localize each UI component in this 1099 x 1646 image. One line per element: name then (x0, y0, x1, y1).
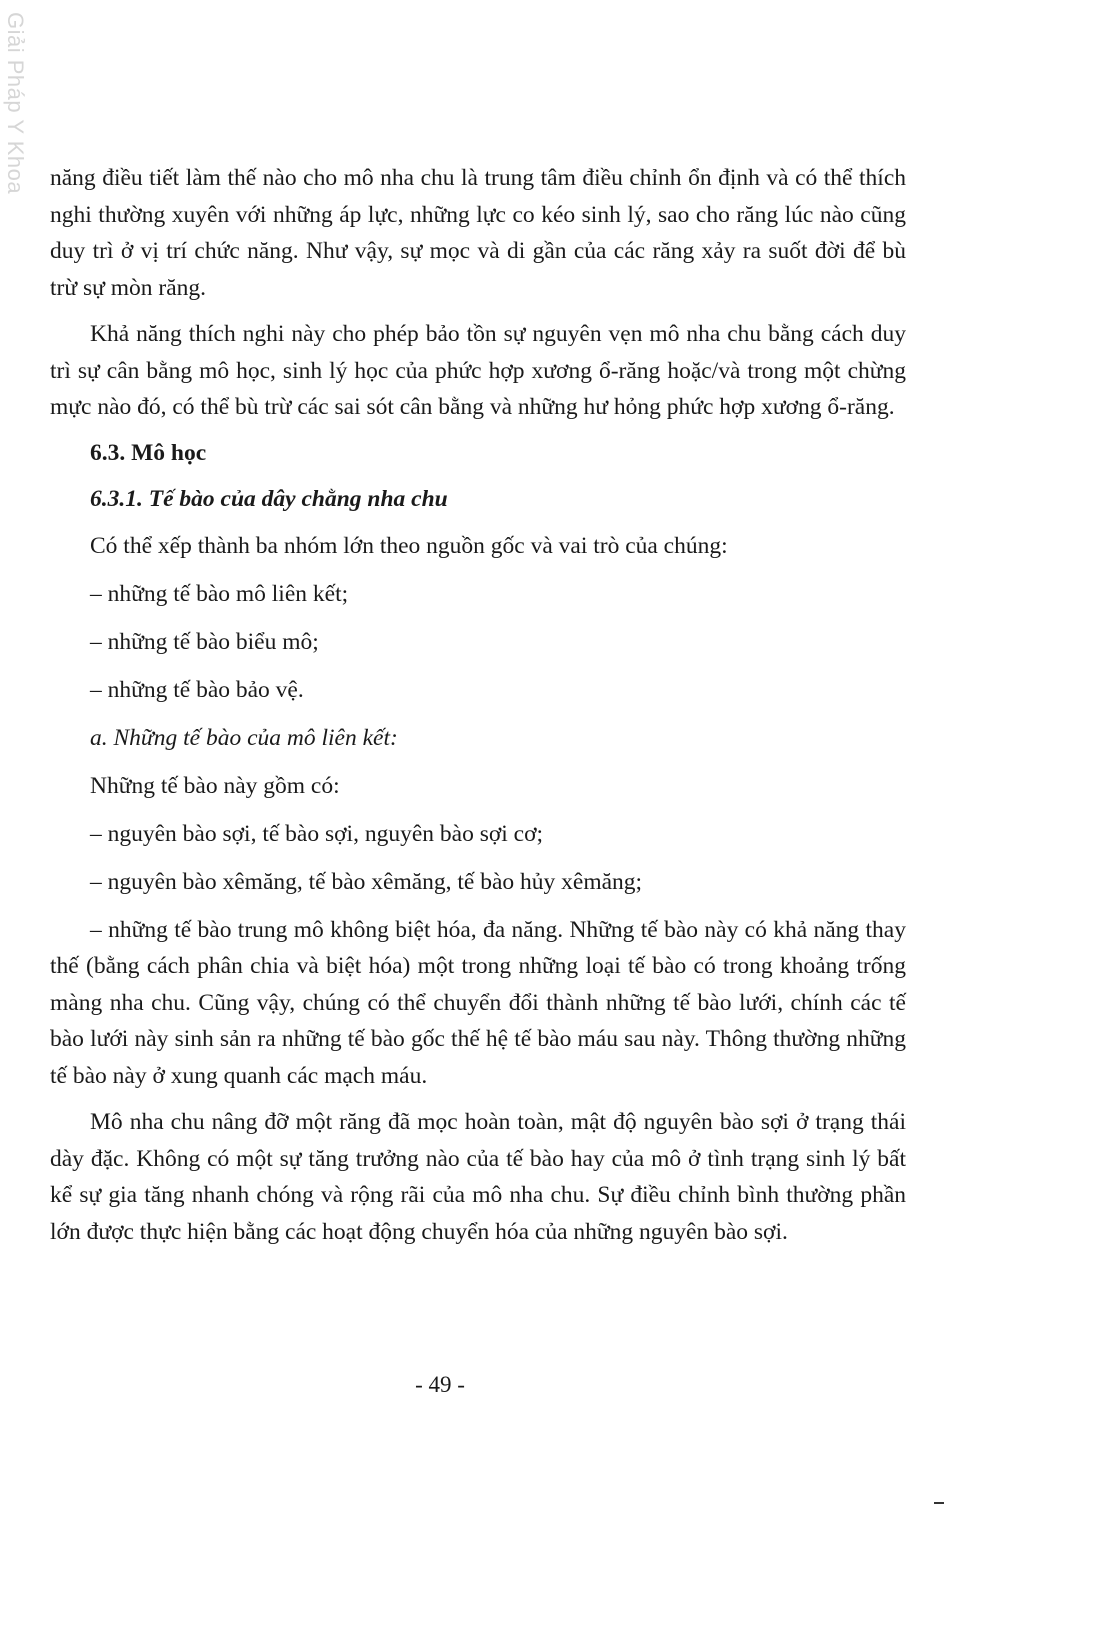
paragraph-mesenchymal: – những tế bào trung mô không biệt hóa, đa năng. Những tế bào này có khả năng thay thế (bằng cách phân chia và biệt hóa) một trong những loại tế bào có trong khoảng trống màng nha chu. Cũng vậy, chúng có thể chuyển đổi thành những tế bào lưới, chính các tế bào lưới này sinh sản ra những tế bào gốc thế hệ tế bào máu sau này. Thông thường những tế bào này ở xung quanh các mạch máu. (50, 916, 906, 1089)
paragraph-periodontal: Mô nha chu nâng đỡ một răng đã mọc hoàn toàn, mật độ nguyên bào sợi ở trạng thái dày đặc. Không có một sự tăng trưởng nào của tế bào hay của mô ở tình trạng sinh lý bất kể sự gia tăng nhanh chóng và rộng rãi của mô nha chu. Sự điều chỉnh bình thường phần lớn được thực hiện bằng các hoạt động chuyển hóa của những nguyên bào sợi. (50, 1109, 906, 1245)
subpoint-heading: a. Những tế bào của mô liên kết: (90, 724, 398, 751)
list-item: – nguyên bào xêmăng, tế bào xêmăng, tế bào hủy xêmăng; (90, 868, 643, 895)
subsection-heading: 6.3.1. Tế bào của dây chằng nha chu (90, 485, 448, 512)
list-item: – những tế bào biểu mô; (90, 628, 319, 655)
list-item: – nguyên bào sợi, tế bào sợi, nguyên bào sợi cơ; (90, 820, 544, 847)
list-item: – những tế bào bảo vệ. (90, 676, 304, 703)
section-heading: 6.3. Mô học (90, 439, 207, 466)
paragraph-adaptation: Khả năng thích nghi này cho phép bảo tồn sự nguyên vẹn mô nha chu bằng cách duy trì sự cân bằng mô học, sinh lý học của phức hợp xương ổ-răng hoặc/và trong một chừng mực nào đó, có thể bù trừ các sai sót cân bằng và những hư hỏng phức hợp xương ổ-răng. (50, 321, 906, 420)
paragraph-continuation: năng điều tiết làm thế nào cho mô nha chu là trung tâm điều chỉnh ổn định và có thể thích nghi thường xuyên với những áp lực, những lực co kéo sinh lý, sao cho răng lúc nào cũng duy trì ở vị trí chức năng. Như vậy, sự mọc và di gần của các răng xảy ra suốt đời để bù trừ sự mòn răng. (50, 165, 906, 301)
page-body (50, 160, 906, 1260)
list-item: – những tế bào mô liên kết; (90, 580, 349, 607)
intro-line: Có thể xếp thành ba nhóm lớn theo nguồn gốc và vai trò của chúng: (90, 532, 728, 559)
corner-mark (934, 1502, 944, 1504)
subpoint-intro: Những tế bào này gồm có: (90, 772, 340, 799)
page-number: - 49 - (415, 1372, 465, 1397)
watermark-text: Giải Pháp Y Khoa (3, 12, 28, 195)
